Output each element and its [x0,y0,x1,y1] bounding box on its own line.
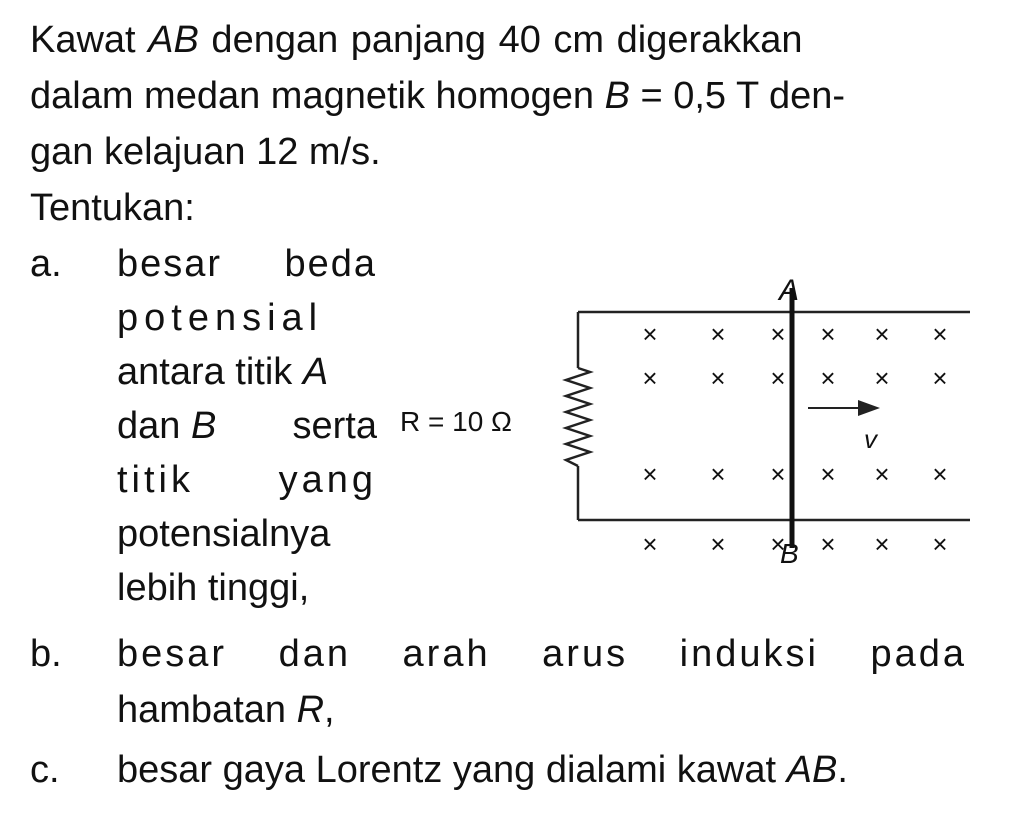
field-cross-0-5: × [932,319,948,349]
text: hambatan [117,689,297,731]
field-cross-1-1: × [710,363,726,393]
point-a-label: A [779,274,800,307]
wire-symbol: AB [786,749,838,791]
field-cross-2-4: × [874,459,890,489]
item-c-label: c. [30,749,60,791]
text: dan [117,405,191,447]
field-cross-3-3: × [820,529,836,559]
item-a-line-2: potensial [117,297,324,339]
item-b-line-1: besar dan arah arus induksi pada [117,633,967,675]
field-cross-3-5: × [932,529,948,559]
resistor-label: R = 10 Ω [400,406,512,437]
field-cross-2-5: × [932,459,948,489]
field-cross-1-0: × [642,363,658,393]
field-symbol: B [604,75,630,117]
field-cross-3-0: × [642,529,658,559]
field-cross-1-4: × [874,363,890,393]
field-cross-0-0: × [642,319,658,349]
field-cross-3-4: × [874,529,890,559]
field-cross-1-3: × [820,363,836,393]
item-a-line-1: besar beda [117,243,377,285]
text: dengan panjang 40 cm digerakkan [198,19,803,61]
intro-line-3: gan kelajuan 12 m/s. [30,131,381,173]
field-cross-0-3: × [820,319,836,349]
text: = 0,5 T den- [629,75,846,117]
text: Kawat [30,19,149,61]
item-a-line-7: lebih tinggi, [117,567,310,609]
point-b-label: B [780,538,799,569]
point-b-symbol: B [190,405,217,447]
text: antara titik [117,351,303,393]
item-a-line-6: potensialnya [117,513,331,555]
field-cross-3-2: × [770,529,786,559]
field-cross-2-0: × [642,459,658,489]
text: dalam medan magnetik homogen [30,75,605,117]
field-cross-1-5: × [932,363,948,393]
resistor-zigzag [566,368,590,466]
field-cross-2-3: × [820,459,836,489]
velocity-arrow [808,400,880,416]
resistor-symbol: R [296,689,325,731]
field-cross-2-1: × [710,459,726,489]
velocity-label: v [864,424,877,454]
text: . [837,749,848,791]
tentukan-label: Tentukan: [30,187,195,229]
text: serta [292,405,377,447]
field-cross-0-1: × [710,319,726,349]
field-cross-1-2: × [770,363,786,393]
point-a-symbol: A [302,351,329,393]
field-cross-2-2: × [770,459,786,489]
item-a-label: a. [30,243,62,285]
field-cross-0-4: × [874,319,890,349]
field-cross-0-2: × [770,319,786,349]
item-a-line-5: titik yang [117,459,377,501]
field-cross-3-1: × [710,529,726,559]
magnetic-field-crosses [642,319,947,559]
item-b-label: b. [30,633,62,675]
text: besar gaya Lorentz yang dialami kawat [117,749,787,791]
wire-symbol: AB [148,19,199,61]
text: , [324,689,335,731]
